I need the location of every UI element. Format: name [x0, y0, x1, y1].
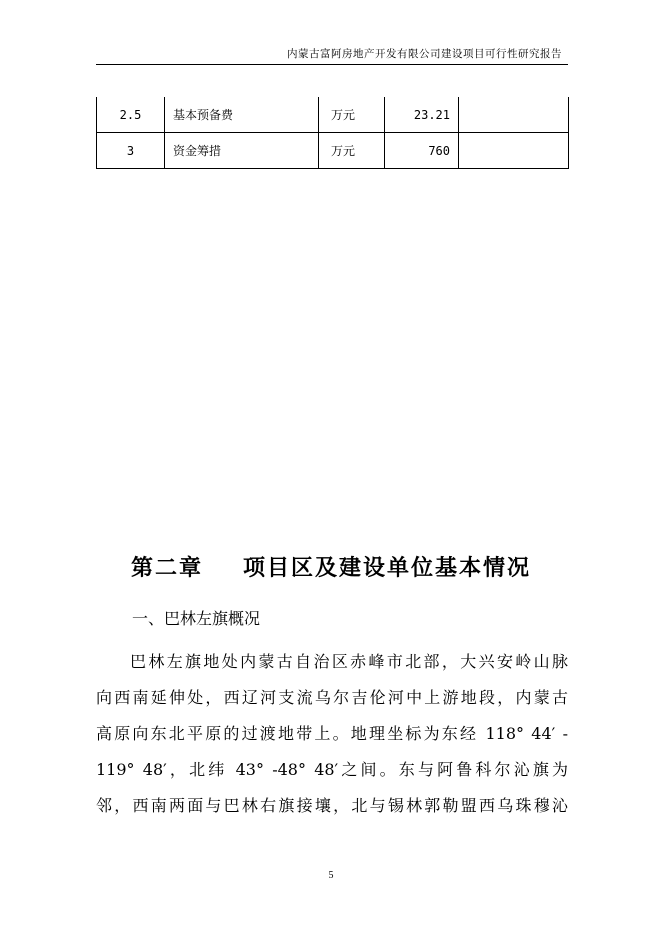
paragraph-line: 高原向东北平原的过渡地带上。地理坐标为东经 118° 44′ -: [96, 724, 568, 743]
body-paragraph: [96, 644, 568, 824]
row-amount: 760: [385, 133, 459, 169]
paragraph-line: 向西南延伸处，西辽河支流乌尔吉伦河中上游地段，内蒙古: [96, 688, 568, 707]
row-note: [459, 97, 569, 133]
chapter-number: 第二章: [130, 555, 203, 581]
table-row: [97, 97, 569, 133]
row-item: 基本预备费: [165, 97, 319, 133]
page-header: [96, 42, 568, 65]
row-unit: 万元: [319, 133, 385, 169]
row-number: 3: [97, 133, 165, 169]
chapter-name: 项目区及建设单位基本情况: [243, 555, 532, 581]
table-row: [97, 133, 569, 169]
chapter-title: [0, 551, 662, 582]
header-title: 内蒙古富阿房地产开发有限公司建设项目可行性研究报告: [287, 48, 562, 60]
paragraph-line: 119° 48′，北纬 43° -48° 48′之间。东与阿鲁科尔沁旗为: [96, 760, 568, 779]
budget-table: [96, 97, 569, 169]
row-unit: 万元: [319, 97, 385, 133]
section-heading: 一、巴林左旗概况: [132, 609, 261, 628]
row-amount: 23.21: [385, 97, 459, 133]
paragraph-line: 邻，西南两面与巴林右旗接壤，北与锡林郭勒盟西乌珠穆沁: [96, 796, 568, 815]
row-note: [459, 133, 569, 169]
page-number: 5: [328, 870, 334, 881]
row-item: 资金筹措: [165, 133, 319, 169]
paragraph-line: 巴林左旗地处内蒙古自治区赤峰市北部，大兴安岭山脉: [130, 652, 568, 671]
row-number: 2.5: [97, 97, 165, 133]
